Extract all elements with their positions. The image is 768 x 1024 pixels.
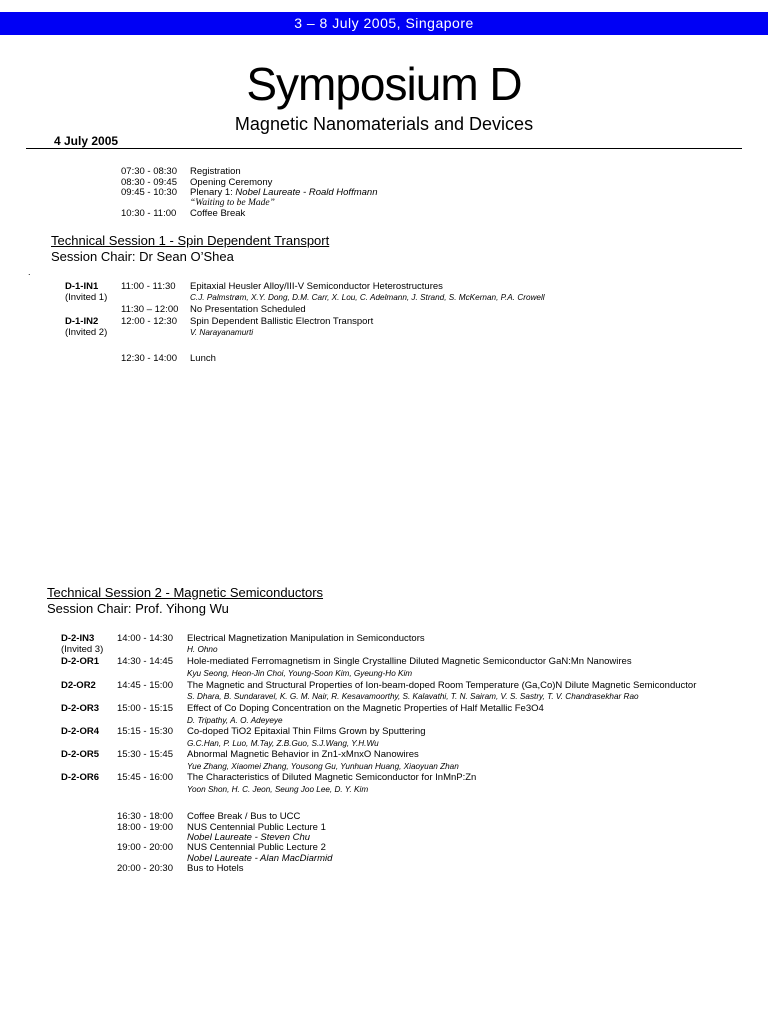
schedule-event: NUS Centennial Public Lecture 2	[187, 842, 326, 853]
lecture-speaker: Nobel Laureate - Alan MacDiarmid	[187, 853, 333, 864]
paper-code: D2-OR2	[61, 680, 96, 691]
page-title: Symposium D	[246, 58, 522, 110]
paper-authors: V. Narayanamurti	[190, 328, 254, 337]
paper-authors: Yue Zhang, Xiaomei Zhang, Yousong Gu, Yunhuan Huang, Xiaoyuan Zhan	[187, 762, 459, 771]
paper-title: The Magnetic and Structural Properties of Ion-beam-doped Room Temperature (Ga,Co)N Dilute Magnetic Semiconductor	[187, 680, 697, 691]
paper-time: 15:45 - 16:00	[117, 772, 173, 783]
paper-code: D-1-IN1	[65, 281, 99, 292]
schedule-time: 10:30 - 11:00	[121, 208, 177, 219]
schedule-time: 07:30 - 08:30	[121, 166, 177, 177]
schedule-event: NUS Centennial Public Lecture 1	[187, 822, 326, 833]
paper-title: Effect of Co Doping Concentration on the Magnetic Properties of Half Metallic Fe3O4	[187, 703, 544, 714]
paper-time: 15:00 - 15:15	[117, 703, 173, 714]
paper-title: Epitaxial Heusler Alloy/III-V Semiconductor Heterostructures	[190, 281, 443, 292]
paper-authors: C.J. Palmstrøm, X.Y. Dong, D.M. Carr, X. Lou, C. Adelmann, J. Strand, S. McKernan, P.A. Crowell	[190, 293, 545, 302]
paper-title: The Characteristics of Diluted Magnetic Semiconductor for InMnP:Zn	[187, 772, 477, 783]
event-banner: 3 – 8 July 2005, Singapore	[0, 12, 768, 35]
paper-time: 12:30 - 14:00	[121, 353, 177, 364]
paper-title: Lunch	[190, 353, 216, 364]
stray-mark: .	[28, 267, 31, 277]
paper-title: No Presentation Scheduled	[190, 304, 306, 315]
schedule-time: 08:30 - 09:45	[121, 177, 177, 188]
paper-code: D-2-OR1	[61, 656, 100, 667]
paper-code: D-2-IN3	[61, 633, 95, 644]
schedule-time: 09:45 - 10:30	[121, 187, 177, 198]
paper-code: D-2-OR5	[61, 749, 100, 760]
schedule-event: Bus to Hotels	[187, 863, 244, 874]
plenary-label: Plenary 1:	[190, 187, 236, 198]
paper-code: D-2-OR6	[61, 772, 100, 783]
plenary-talk-title: “Waiting to be Made”	[190, 198, 275, 208]
paper-note: (Invited 3)	[61, 644, 104, 655]
schedule-event: Registration	[190, 166, 241, 177]
schedule-event	[190, 187, 377, 198]
paper-time: 11:00 - 11:30	[121, 281, 176, 292]
paper-title: Electrical Magnetization Manipulation in Semiconductors	[187, 633, 425, 644]
session-1-title: Technical Session 1 - Spin Dependent Transport	[51, 233, 330, 248]
paper-time: 11:30 – 12:00	[121, 304, 179, 315]
session-1-chair: Session Chair: Dr Sean O’Shea	[51, 249, 234, 264]
session-2-chair: Session Chair: Prof. Yihong Wu	[47, 601, 229, 616]
paper-title: Hole-mediated Ferromagnetism in Single Crystalline Diluted Magnetic Semiconductor GaN:Mn Nanowires	[187, 656, 632, 667]
schedule-time: 16:30 - 18:00	[117, 811, 173, 822]
schedule-time: 19:00 - 20:00	[117, 842, 173, 853]
paper-time: 15:30 - 15:45	[117, 749, 173, 760]
paper-code: D-1-IN2	[65, 316, 99, 327]
paper-authors: S. Dhara, B. Sundaravel, K. G. M. Nair, R. Kesavamoorthy, S. Kalavathi, T. N. Sairam, V. S. Sastry, T. V. Chandrasekhar Rao	[187, 692, 639, 701]
schedule-event: Opening Ceremony	[190, 177, 273, 188]
paper-title: Spin Dependent Ballistic Electron Transport	[190, 316, 374, 327]
paper-code: D-2-OR4	[61, 726, 100, 737]
paper-note: (Invited 2)	[65, 327, 108, 338]
paper-authors: D. Tripathy, A. O. Adeyeye	[187, 716, 283, 725]
schedule-event: Coffee Break / Bus to UCC	[187, 811, 301, 822]
schedule-time: 20:00 - 20:30	[117, 863, 173, 874]
paper-code: D-2-OR3	[61, 703, 100, 714]
schedule-time: 18:00 - 19:00	[117, 822, 173, 833]
page-subtitle: Magnetic Nanomaterials and Devices	[234, 114, 534, 134]
paper-time: 14:00 - 14:30	[117, 633, 173, 644]
paper-authors: Yoon Shon, H. C. Jeon, Seung Joo Lee, D. Y. Kim	[187, 785, 369, 794]
paper-time: 12:00 - 12:30	[121, 316, 177, 327]
schedule-event: Coffee Break	[190, 208, 246, 219]
lecture-speaker: Nobel Laureate - Steven Chu	[187, 832, 311, 843]
header-divider	[26, 148, 742, 149]
schedule-date: 4 July 2005	[54, 134, 119, 148]
paper-time: 15:15 - 15:30	[117, 726, 173, 737]
paper-time: 14:45 - 15:00	[117, 680, 173, 691]
plenary-speaker: Nobel Laureate - Roald Hoffmann	[235, 187, 378, 198]
paper-time: 14:30 - 14:45	[117, 656, 173, 667]
paper-title: Abnormal Magnetic Behavior in Zn1-xMnxO Nanowires	[187, 749, 419, 760]
paper-authors: H. Ohno	[187, 645, 218, 654]
paper-note: (Invited 1)	[65, 292, 108, 303]
paper-authors: Kyu Seong, Heon-Jin Choi, Young-Soon Kim, Gyeung-Ho Kim	[187, 669, 413, 678]
session-2-title: Technical Session 2 - Magnetic Semiconductors	[47, 585, 324, 600]
paper-title: Co-doped TiO2 Epitaxial Thin Films Grown by Sputtering	[187, 726, 426, 737]
paper-authors: G.C.Han, P. Luo, M.Tay, Z.B.Guo, S.J.Wang, Y.H.Wu	[187, 739, 379, 748]
